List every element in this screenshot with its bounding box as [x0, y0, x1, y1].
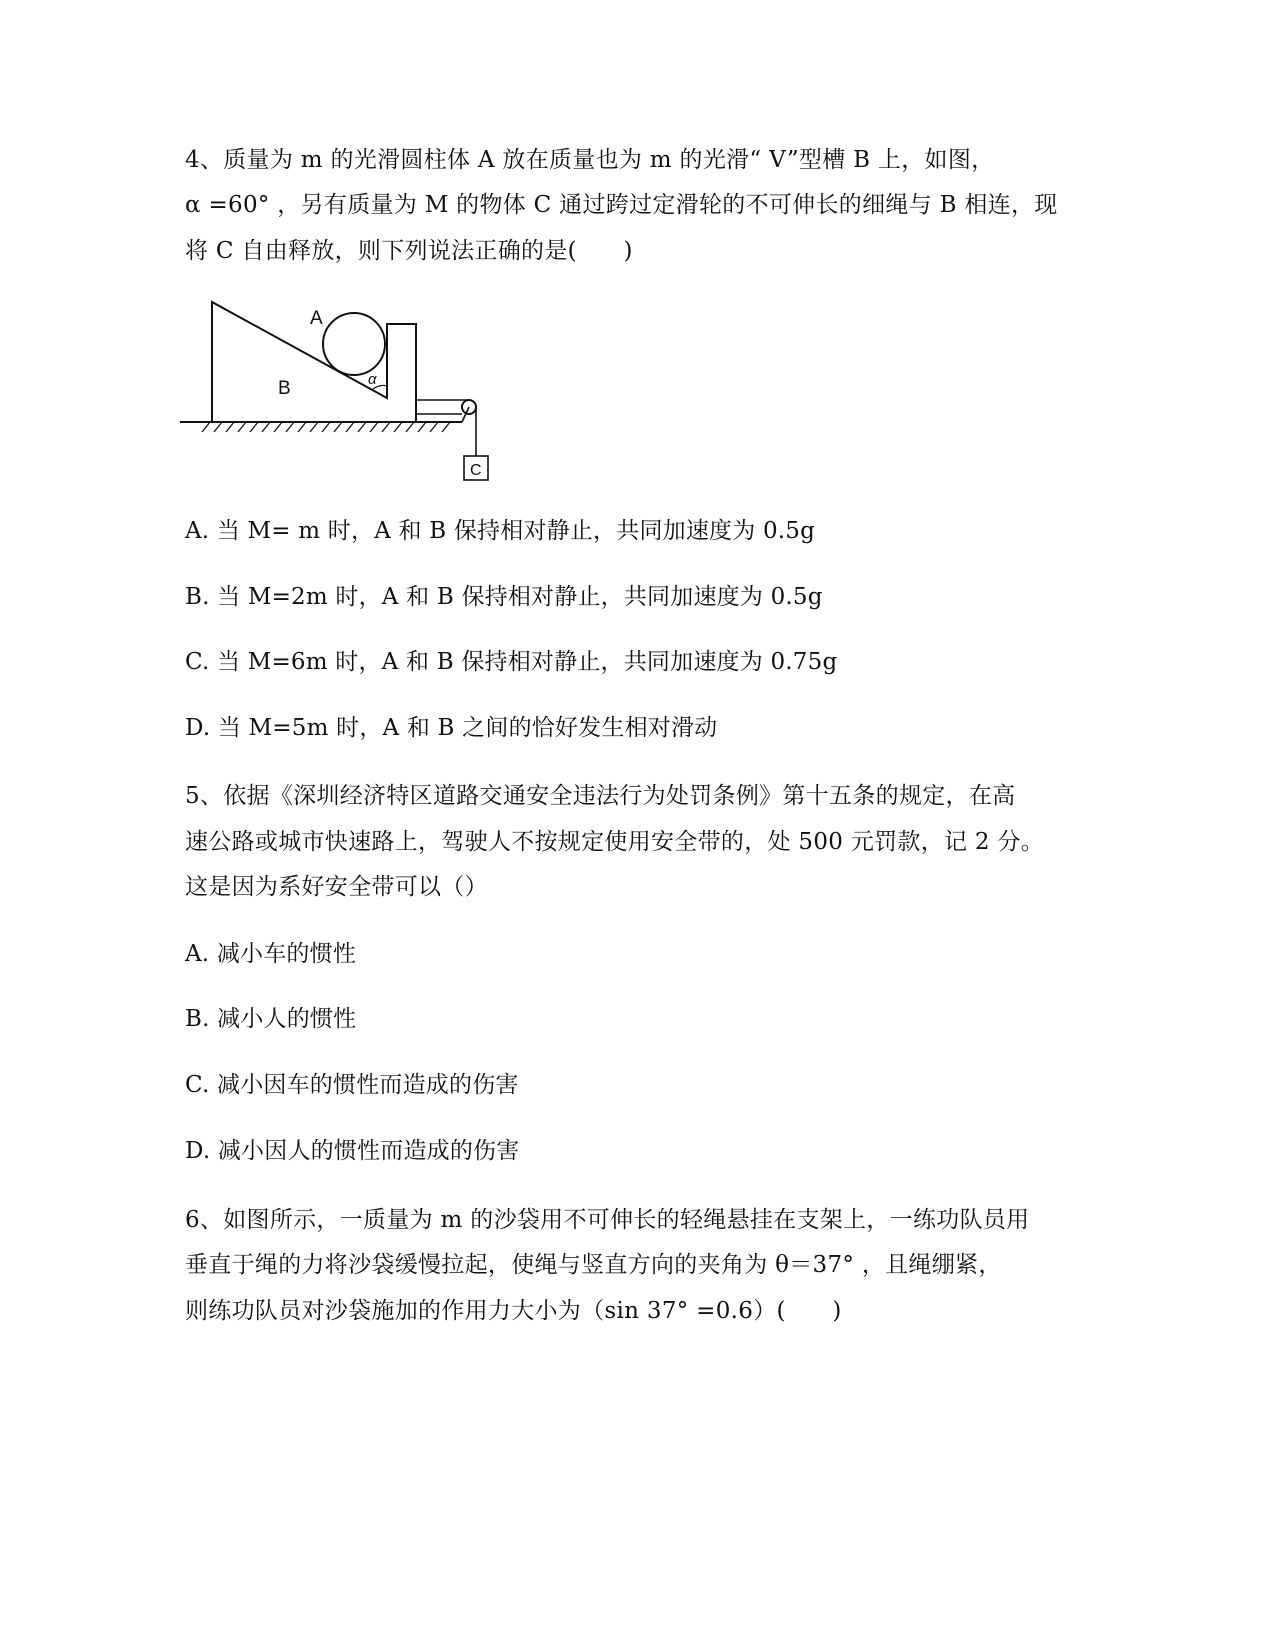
- cylinder-a: [323, 313, 385, 375]
- label-c: C: [470, 462, 482, 479]
- q5-option-c: C. 减小因车的惯性而造成的伤害: [185, 1072, 519, 1098]
- q4-figure: [180, 300, 500, 490]
- q4-line-3: 将 C 自由释放，则下列说法正确的是( ): [185, 238, 633, 264]
- q4-option-c: C. 当 M=6m 时，A 和 B 保持相对静止，共同加速度为 0.75g: [185, 649, 838, 675]
- label-alpha: α: [368, 371, 377, 388]
- q4-option-d: D. 当 M=5m 时，A 和 B 之间的恰好发生相对滑动: [185, 715, 718, 741]
- q6-line-1: 6、如图所示，一质量为 m 的沙袋用不可伸长的轻绳悬挂在支架上，一练功队员用: [185, 1207, 1030, 1233]
- q5-line-1: 5、依据《深圳经济特区道路交通安全违法行为处罚条例》第十五条的规定，在高: [185, 783, 1016, 809]
- q6-line-3: 则练功队员对沙袋施加的作用力大小为（sin 37° =0.6）( ): [185, 1298, 842, 1324]
- q4-line-2: α =60° ，另有质量为 M 的物体 C 通过跨过定滑轮的不可伸长的细绳与 B 相连，现: [185, 192, 1058, 218]
- label-b: B: [278, 378, 291, 399]
- q4-line-1: 4、质量为 m 的光滑圆柱体 A 放在质量也为 m 的光滑“ V”型槽 B 上，如图，: [185, 147, 995, 173]
- q5-option-a: A. 减小车的惯性: [185, 941, 357, 967]
- ground-hatching: [202, 422, 450, 432]
- q5-option-b: B. 减小人的惯性: [185, 1006, 357, 1032]
- label-a: A: [310, 308, 323, 329]
- q5-line-2: 速公路或城市快速路上，驾驶人不按规定使用安全带的，处 500 元罚款，记 2 分。: [185, 829, 1045, 855]
- q4-option-a: A. 当 M= m 时，A 和 B 保持相对静止，共同加速度为 0.5g: [185, 518, 816, 544]
- q6-line-2: 垂直于绳的力将沙袋缓慢拉起，使绳与竖直方向的夹角为 θ＝37° ，且绳绷紧，: [185, 1252, 1002, 1278]
- q5-option-d: D. 减小因人的惯性而造成的伤害: [185, 1138, 520, 1164]
- q5-line-3: 这是因为系好安全带可以（）: [185, 874, 488, 900]
- q4-option-b: B. 当 M=2m 时，A 和 B 保持相对静止，共同加速度为 0.5g: [185, 584, 823, 610]
